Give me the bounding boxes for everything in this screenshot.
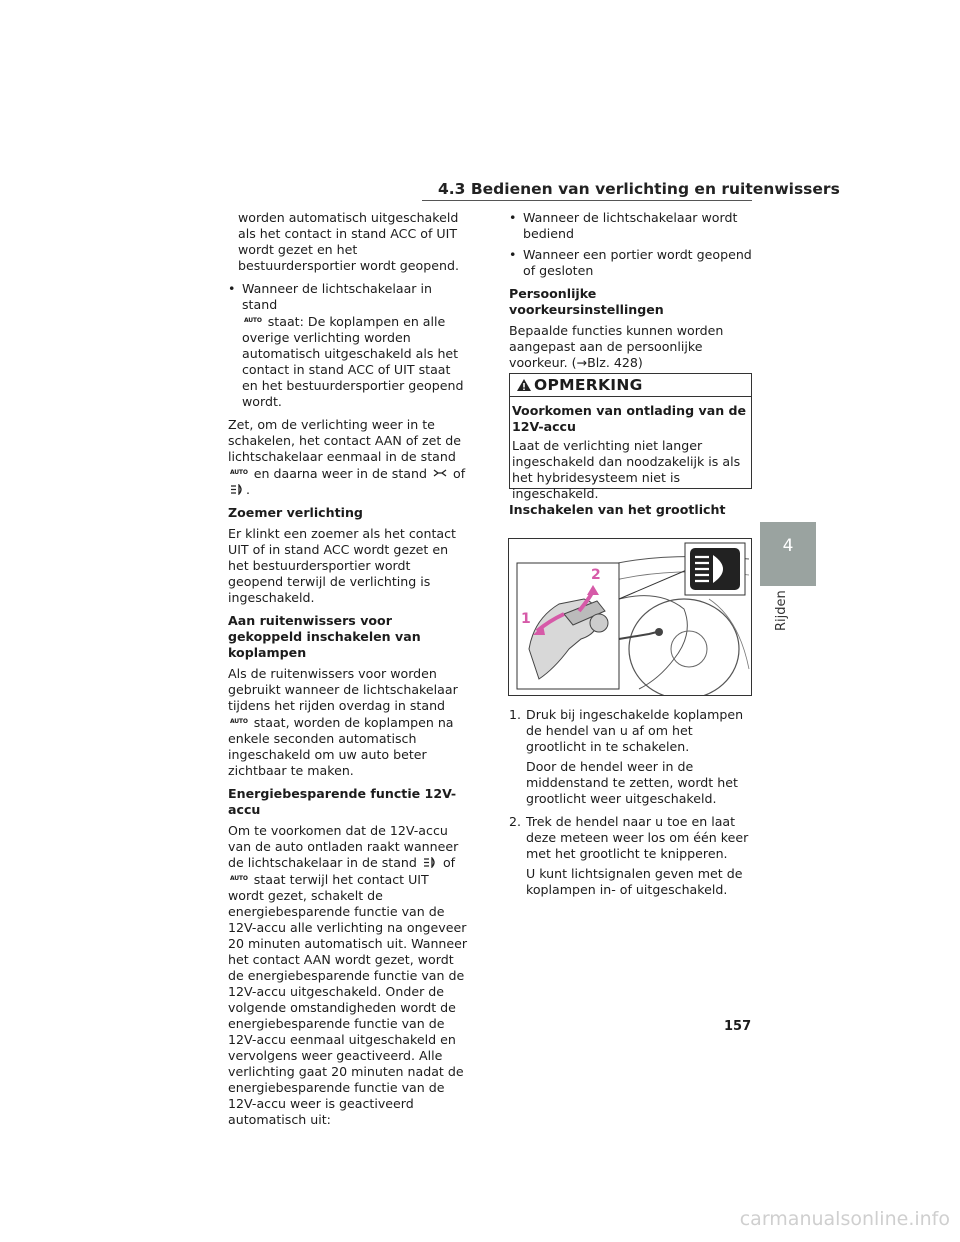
high-beam-figure (508, 538, 752, 696)
bullet-dot: • (228, 281, 236, 296)
step-2-note: U kunt lichtsignalen geven met de koplampen in- of uitgeschakeld. (526, 866, 743, 897)
right-column (509, 210, 753, 378)
right-bullet-1 (509, 210, 753, 242)
chapter-number: 4 (782, 536, 794, 556)
step-number: 1. (509, 707, 522, 722)
auto-icon: AUTO (230, 469, 248, 476)
bullet-text: Wanneer een portier wordt geopend of gesloten (523, 247, 752, 278)
heading-grootlicht-wrap (509, 502, 753, 523)
warning-icon (516, 378, 532, 392)
headlight-icon (423, 857, 437, 868)
paragraph-voorkeur: Bepaalde functies kunnen worden aangepast aan de persoonlijke voorkeur. (→Blz. 428) (509, 323, 724, 370)
step-1-note: Door de hendel weer in de middenstand te zetten, wordt het grootlicht weer uitgeschakeld. (526, 759, 738, 806)
left-paragraph-2 (228, 417, 468, 498)
text: Zet, om de verlichting weer in te schakelen, het contact AAN of zet de lichtschakelaar eenmaal in de stand (228, 417, 462, 464)
heading-energie: Energiebesparende functie 12V-accu (228, 786, 457, 817)
chapter-label: Rijden (774, 590, 789, 631)
paragraph-ruitenwissers (228, 666, 468, 779)
auto-icon: AUTO (230, 875, 248, 882)
figure-illustration (509, 539, 751, 695)
heading-voorkeur: Persoonlijke voorkeursinstellingen (509, 286, 664, 317)
heading-ruitenwissers: Aan ruitenwissers voor gekoppeld inschakelen van koplampen (228, 613, 421, 660)
left-column (228, 210, 468, 1135)
notice-header (510, 374, 751, 397)
step-text: Druk bij ingeschakelde koplampen de hendel van u af om het grootlicht in te schakelen. (526, 707, 744, 754)
bullet-text: staat: De koplampen en alle overige verlichting worden automatisch uitgeschakeld als het contact in stand ACC of UIT staat en het bestuurdersportier geopend wordt. (242, 314, 464, 409)
text: staat terwijl het contact UIT wordt gezet, schakelt de energiebesparende functie van de 12V-accu alle verlichting na ongeveer 20 minuten automatisch uit. Wanneer het contact AAN wordt gezet, wordt de energiebesparende functie van de 12V-accu uitgeschakeld. Onder de volgende omstandigheden wordt de energiebesparende functie van de 12V-accu eenmaal uitgeschakeld en vervolgens weer geactiveerd. Alle verlichting gaat 20 minuten nadat de energiebesparende functie van de 12V-accu weer is geactiveerd automatisch uit: (228, 872, 468, 1127)
chapter-label-wrap (770, 585, 810, 645)
watermark: carmanualsonline.info (739, 1208, 950, 1230)
section-header: 4.3 Bedienen van verlichting en ruitenwissers (438, 180, 840, 198)
step-1 (509, 707, 753, 755)
notice-content (510, 397, 751, 502)
text: Om te voorkomen dat de 12V-accu van de auto ontladen raakt wanneer de lichtschakelaar in de stand (228, 823, 459, 870)
left-paragraph-1: worden automatisch uitgeschakeld als het contact in stand ACC of UIT wordt gezet en het bestuurdersportier wordt geopend. (238, 210, 459, 273)
text: staat, worden de koplampen na enkele seconden automatisch ingeschakeld om uw auto beter zichtbaar te maken. (228, 715, 454, 778)
notice-heading: Voorkomen van ontlading van de 12V-accu (512, 403, 747, 434)
step-number: 2. (509, 814, 522, 829)
tail-lights-icon (433, 468, 447, 479)
notice-box (509, 373, 752, 501)
figure-label-2: 2 (591, 567, 601, 583)
auto-icon: AUTO (230, 718, 248, 725)
header-rule (422, 200, 752, 201)
bullet-text: Wanneer de lichtschakelaar in stand (242, 281, 432, 312)
left-bullet-1 (228, 281, 468, 410)
notice-title: OPMERKING (534, 376, 643, 394)
bullet-text: Wanneer de lichtschakelaar wordt bediend (523, 210, 738, 241)
text: en daarna weer in de stand (253, 466, 427, 481)
auto-icon: AUTO (244, 317, 262, 324)
chapter-tab (760, 522, 816, 586)
heading-zoemer: Zoemer verlichting (228, 505, 363, 520)
paragraph-zoemer: Er klinkt een zoemer als het contact UIT of in stand ACC wordt gezet en het bestuurdersportier wordt geopend terwijl de verlichting is ingeschakeld. (228, 526, 456, 605)
bullet-dot: • (509, 247, 517, 262)
figure-label-1: 1 (521, 611, 531, 627)
page-number: 157 (724, 1019, 752, 1034)
paragraph-energie (228, 823, 468, 1128)
text: of (453, 466, 466, 481)
headlight-icon (230, 484, 244, 495)
text: of (442, 855, 456, 870)
step-2 (509, 814, 753, 862)
text: . (246, 482, 251, 497)
text: Als de ruitenwissers voor worden gebruikt wanneer de lichtschakelaar tijdens het rijden overdag in stand (228, 666, 458, 713)
right-bullet-2 (509, 247, 753, 279)
step-text: Trek de hendel naar u toe en laat deze meteen weer los om één keer met het grootlicht te knipperen. (526, 814, 749, 861)
heading-grootlicht: Inschakelen van het grootlicht (509, 502, 726, 517)
bullet-dot: • (509, 210, 517, 225)
steps-list (509, 707, 753, 905)
notice-text: Laat de verlichting niet langer ingeschakeld dan noodzakelijk is als het hybridesysteem niet is ingeschakeld. (512, 438, 741, 501)
